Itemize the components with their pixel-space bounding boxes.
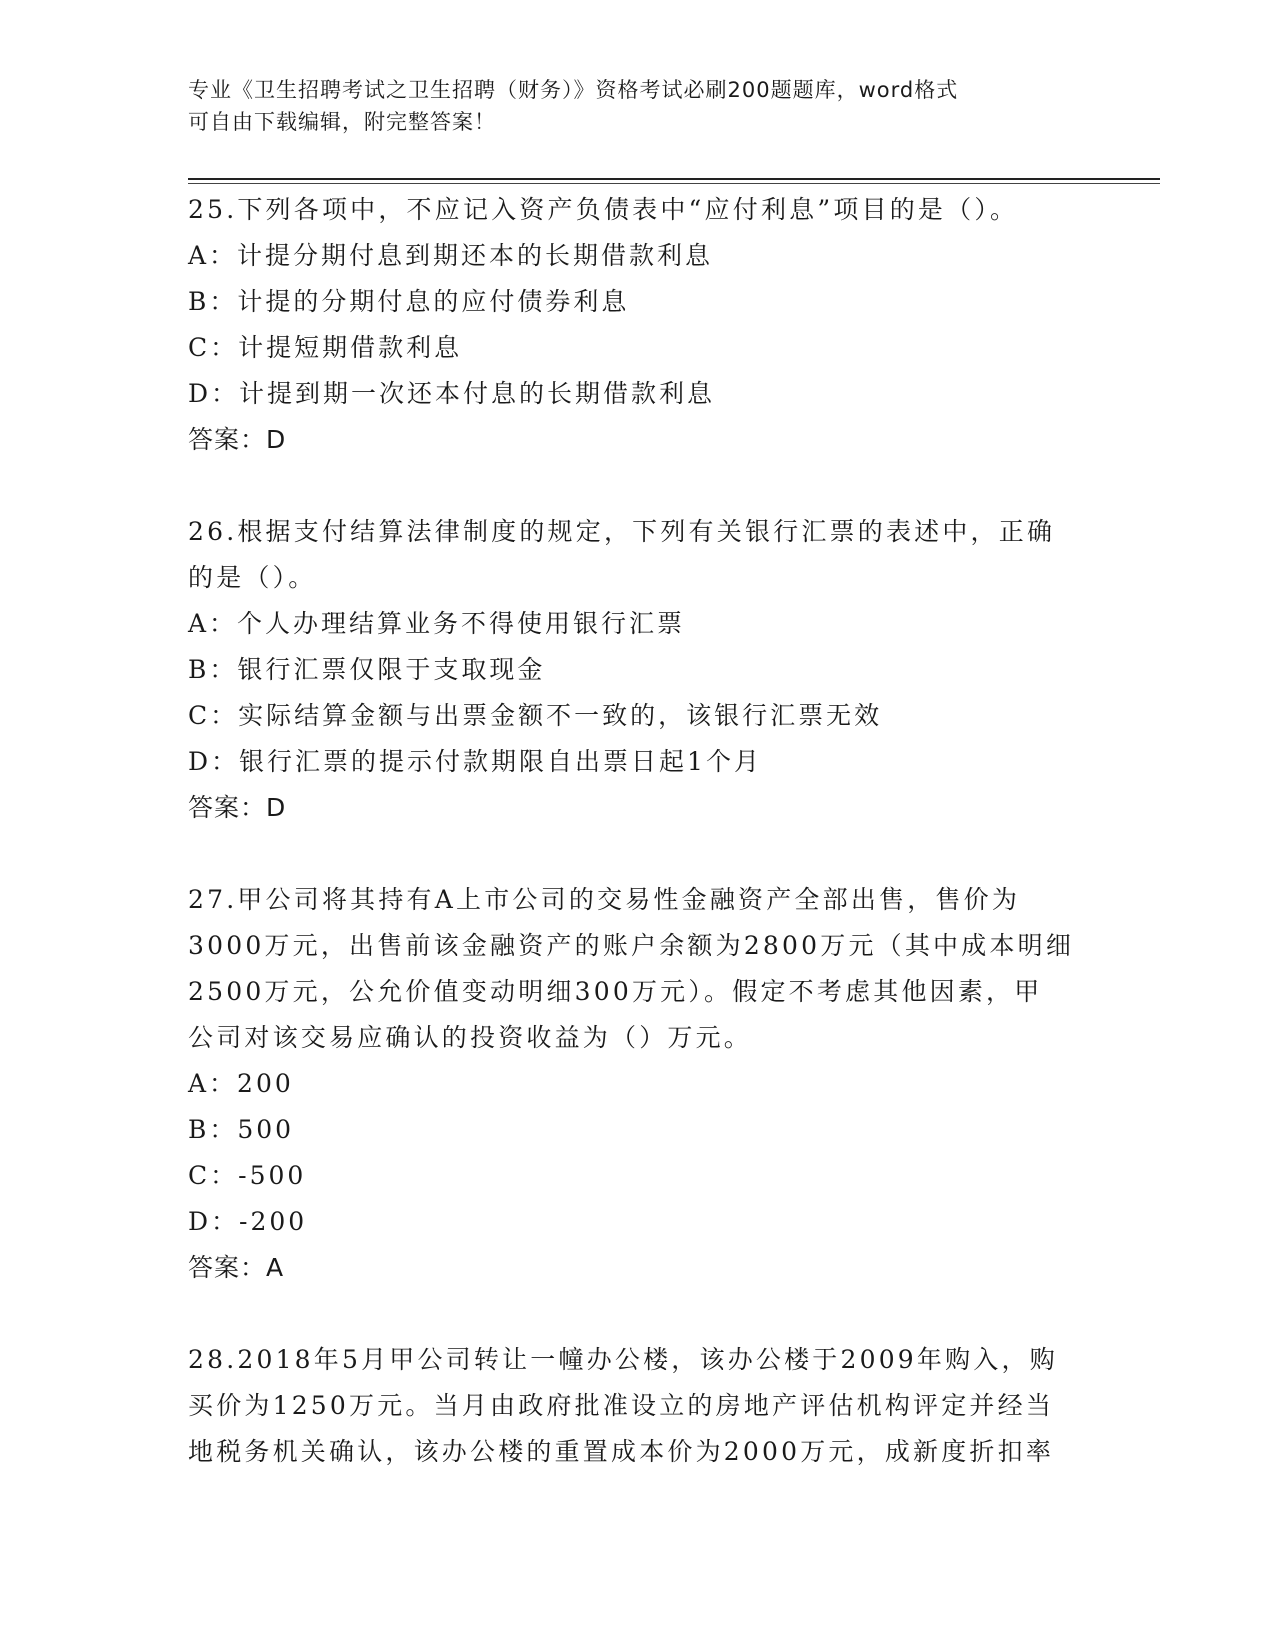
option-c: C：计提短期借款利息 bbox=[188, 333, 463, 362]
option-c: C：实际结算金额与出票金额不一致的，该银行汇票无效 bbox=[188, 701, 883, 730]
option-d: D：计提到期一次还本付息的长期借款利息 bbox=[188, 379, 716, 408]
answer: 答案：D bbox=[188, 793, 287, 822]
answer: 答案：A bbox=[188, 1253, 285, 1282]
document-header bbox=[188, 74, 1068, 138]
question-stem-line: 28.2018年5月甲公司转让一幢办公楼，该办公楼于2009年购入，购 bbox=[188, 1345, 1058, 1374]
header-line-1: 专业《卫生招聘考试之卫生招聘（财务）》资格考试必刷200题题库，word格式 bbox=[188, 78, 959, 102]
option-d: D：银行汇票的提示付款期限自出票日起1个月 bbox=[188, 747, 762, 776]
question-stem-line: 26.根据支付结算法律制度的规定，下列有关银行汇票的表述中，正确 bbox=[188, 517, 1056, 546]
question-stem-line: 25.下列各项中，不应记入资产负债表中“应付利息”项目的是（）。 bbox=[188, 195, 1019, 224]
option-a: A：个人办理结算业务不得使用银行汇票 bbox=[188, 609, 686, 638]
header-divider-thin bbox=[188, 183, 1160, 184]
question-list bbox=[188, 187, 1088, 1475]
option-d: D：-200 bbox=[188, 1207, 308, 1236]
option-b: B：银行汇票仅限于支取现金 bbox=[188, 655, 546, 684]
header-divider-thick bbox=[188, 178, 1160, 180]
header-line-2: 可自由下载编辑，附完整答案！ bbox=[188, 110, 496, 134]
question-stem-line: 27.甲公司将其持有A上市公司的交易性金融资产全部出售，售价为 bbox=[188, 885, 1021, 914]
question-stem-line: 公司对该交易应确认的投资收益为（）万元。 bbox=[188, 1023, 753, 1052]
option-c: C：-500 bbox=[188, 1161, 307, 1190]
question-28 bbox=[188, 1337, 1088, 1475]
question-stem-line: 3000万元，出售前该金融资产的账户余额为2800万元（其中成本明细 bbox=[188, 931, 1075, 960]
question-stem-line: 地税务机关确认，该办公楼的重置成本价为2000万元，成新度折扣率 bbox=[188, 1437, 1055, 1466]
question-25 bbox=[188, 187, 1088, 463]
question-stem-line: 2500万元，公允价值变动明细300万元）。假定不考虑其他因素，甲 bbox=[188, 977, 1043, 1006]
question-27 bbox=[188, 877, 1088, 1291]
option-b: B：计提的分期付息的应付债券利息 bbox=[188, 287, 630, 316]
option-b: B：500 bbox=[188, 1115, 295, 1144]
answer: 答案：D bbox=[188, 425, 287, 454]
question-26 bbox=[188, 509, 1088, 831]
question-stem-line: 的是（）。 bbox=[188, 563, 317, 592]
option-a: A：200 bbox=[188, 1069, 294, 1098]
question-stem-line: 买价为1250万元。当月由政府批准设立的房地产评估机构评定并经当 bbox=[188, 1391, 1055, 1420]
option-a: A：计提分期付息到期还本的长期借款利息 bbox=[188, 241, 714, 270]
